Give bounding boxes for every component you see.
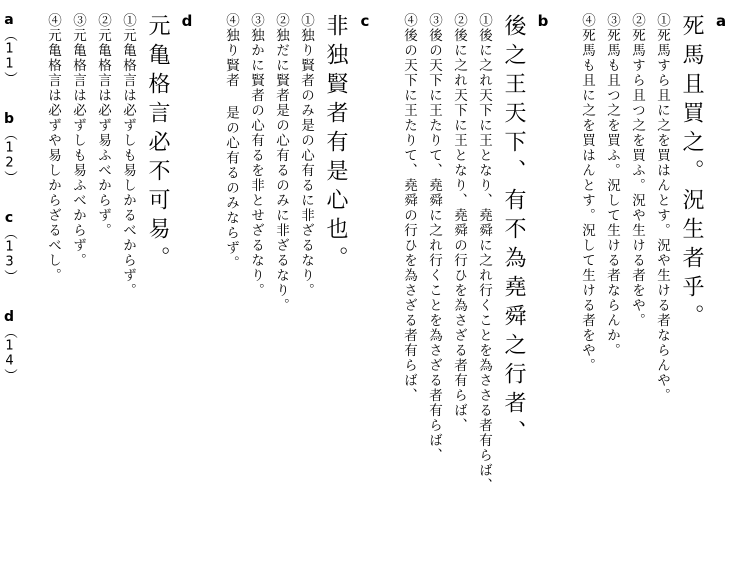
section-d (34, 10, 194, 298)
kanbun-columns (1, 10, 730, 578)
section-b-choice-4[interactable]: ④後の天下に王たりて、堯舜の行ひを為さざる者有らば、 (401, 13, 417, 403)
answer-slot-letter-d: d (1, 309, 17, 325)
answer-slot-letter-c: c (1, 210, 17, 226)
section-c-choice-4[interactable]: ④独り賢者 是の心有るのみならず。 (223, 13, 239, 271)
answer-slot-close-a: ） (1, 71, 17, 85)
section-d-label: d (178, 12, 196, 30)
section-c-label: c (356, 12, 374, 30)
section-b-headline: 後之王天下、有不為堯舜之行者、 (501, 14, 526, 449)
section-d-choice-4[interactable]: ④元亀格言は必ずや易しからざるべし。 (45, 13, 61, 283)
section-d-choice-3[interactable]: ③元亀格言は必ずしも易ふべからず。 (70, 13, 86, 268)
answer-slot-letter-a: a (1, 12, 17, 28)
section-c (212, 10, 372, 313)
answer-slot-open-b: （ (1, 127, 17, 141)
section-a (568, 10, 728, 403)
section-a-choice-4[interactable]: ④死馬も且に之を買はんとす。況して生ける者をや。 (579, 13, 595, 373)
section-a-headline: 死馬且買之。況生者乎。 (679, 14, 704, 333)
section-c-headline: 非独賢者有是心也。 (323, 14, 348, 275)
answer-slot-list[interactable] (0, 10, 16, 382)
section-a-choice-1[interactable]: ①死馬すら且に之を買はんとす。況や生ける者ならんや。 (654, 13, 670, 403)
answer-slot-number-d: 14 (2, 338, 17, 369)
answer-slot-number-b: 12 (2, 140, 17, 171)
section-c-choice-1[interactable]: ①独り賢者のみ是の心有るに非ざるなり。 (298, 13, 314, 298)
section-a-choice-2[interactable]: ②死馬すら且つ之を買ふ。況や生ける者をや。 (629, 13, 645, 328)
section-a-label: a (712, 12, 730, 30)
section-d-choice-1[interactable]: ①元亀格言は必ずしも易しかるべからず。 (120, 13, 136, 298)
section-b-choice-2[interactable]: ②後に之れ天下に王となり、堯舜の行ひを為さざる者有らば、 (451, 13, 467, 433)
answer-slot-open-c: （ (1, 226, 17, 240)
section-d-choice-2[interactable]: ②元亀格言は必ず易ふべからず。 (95, 13, 111, 238)
section-d-headline: 元亀格言必不可易。 (145, 14, 170, 275)
section-b (390, 10, 550, 493)
section-b-choice-1[interactable]: ①後に之れ天下に王となり、堯舜に之れ行くことを為ささる者有らば、 (476, 13, 492, 493)
section-b-label: b (534, 12, 552, 30)
answer-slot-open-a: （ (1, 28, 17, 42)
section-b-choice-3[interactable]: ③後の天下に王たりて、堯舜に之れ行くことを為さざる者有らば、 (426, 13, 442, 463)
answer-slot-close-b: ） (1, 170, 17, 184)
answer-slot-close-d: ） (1, 368, 17, 382)
section-a-choice-3[interactable]: ③死馬も且つ之を買ふ。況して生ける者ならんか。 (604, 13, 620, 358)
section-c-choice-3[interactable]: ③独かに賢者の心有るを非とせざるなり。 (248, 13, 264, 298)
answer-slot-number-c: 13 (2, 239, 17, 270)
section-c-choice-2[interactable]: ②独だに賢者是の心有るのみに非ざるなり。 (273, 13, 289, 313)
answer-slot-number-a: 11 (2, 41, 17, 72)
answer-slot-close-c: ） (1, 269, 17, 283)
answer-slot-open-d: （ (1, 325, 17, 339)
answer-slot-letter-b: b (1, 111, 17, 127)
